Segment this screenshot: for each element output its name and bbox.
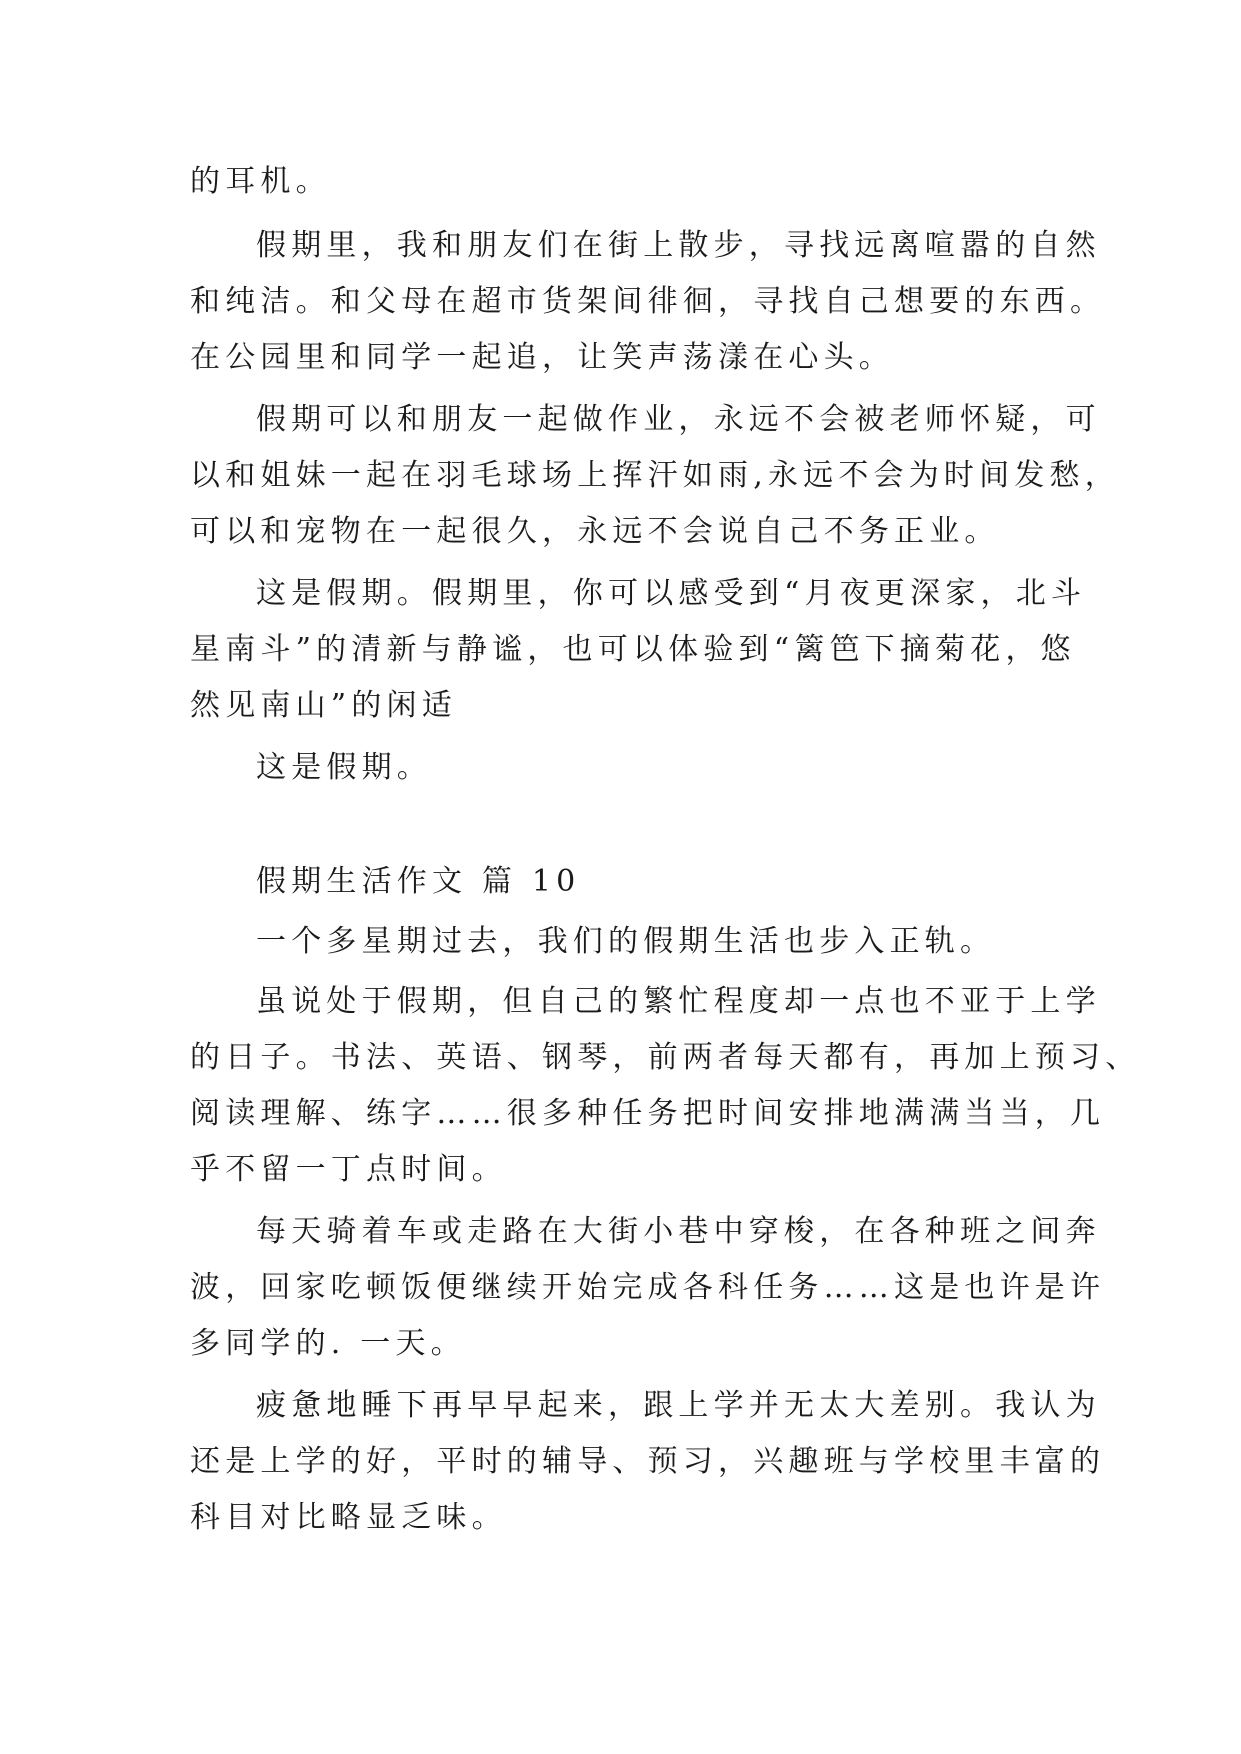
paragraph-line: 这是假期。 (256, 750, 432, 785)
paragraph-line: 在公园里和同学一起追，让笑声荡漾在心头。 (190, 340, 894, 375)
paragraph-line: 虽说处于假期，但自己的繁忙程度却一点也不亚于上学 (256, 984, 1101, 1019)
paragraph-line: 假期里，我和朋友们在街上散步，寻找远离喧嚣的自然 (256, 228, 1101, 263)
paragraph-line: 阅读理解、练字……很多种任务把时间安排地满满当当，几 (190, 1096, 1106, 1131)
paragraph-line: 每天骑着车或走路在大街小巷中穿梭，在各种班之间奔 (256, 1214, 1101, 1249)
paragraph-line: 然见南山”的闲适 (190, 688, 457, 723)
paragraph-line: 多同学的. 一天。 (190, 1326, 466, 1361)
paragraph-line: 星南斗”的清新与静谧，也可以体验到“篱笆下摘菊花，悠 (190, 632, 1076, 667)
paragraph-line: 可以和宠物在一起很久，永远不会说自己不务正业。 (190, 514, 1000, 549)
paragraph-line: 和纯洁。和父母在超市货架间徘徊，寻找自己想要的东西。 (190, 284, 1106, 319)
paragraph-line: 还是上学的好，平时的辅导、预习，兴趣班与学校里丰富的 (190, 1444, 1106, 1479)
paragraph-line: 以和姐妹一起在羽毛球场上挥汗如雨,永远不会为时间发愁， (190, 458, 1120, 493)
paragraph-line: 这是假期。假期里，你可以感受到“月夜更深家，北斗 (256, 576, 1087, 611)
paragraph-line: 乎不留一丁点时间。 (190, 1152, 507, 1187)
paragraph-line: 疲惫地睡下再早早起来，跟上学并无太大差别。我认为 (256, 1388, 1101, 1423)
paragraph-line: 的日子。书法、英语、钢琴，前两者每天都有，再加上预习、 (190, 1040, 1141, 1075)
paragraph-line: 一个多星期过去，我们的假期生活也步入正轨。 (256, 924, 996, 959)
paragraph-line: 假期可以和朋友一起做作业，永远不会被老师怀疑，可 (256, 402, 1101, 437)
paragraph-line: 的耳机。 (190, 164, 331, 199)
paragraph-line: 科目对比略显乏味。 (190, 1500, 507, 1535)
section-heading: 假期生活作文 篇 10 (256, 864, 581, 899)
paragraph-line: 波，回家吃顿饭便继续开始完成各科任务……这是也许是许 (190, 1270, 1106, 1305)
